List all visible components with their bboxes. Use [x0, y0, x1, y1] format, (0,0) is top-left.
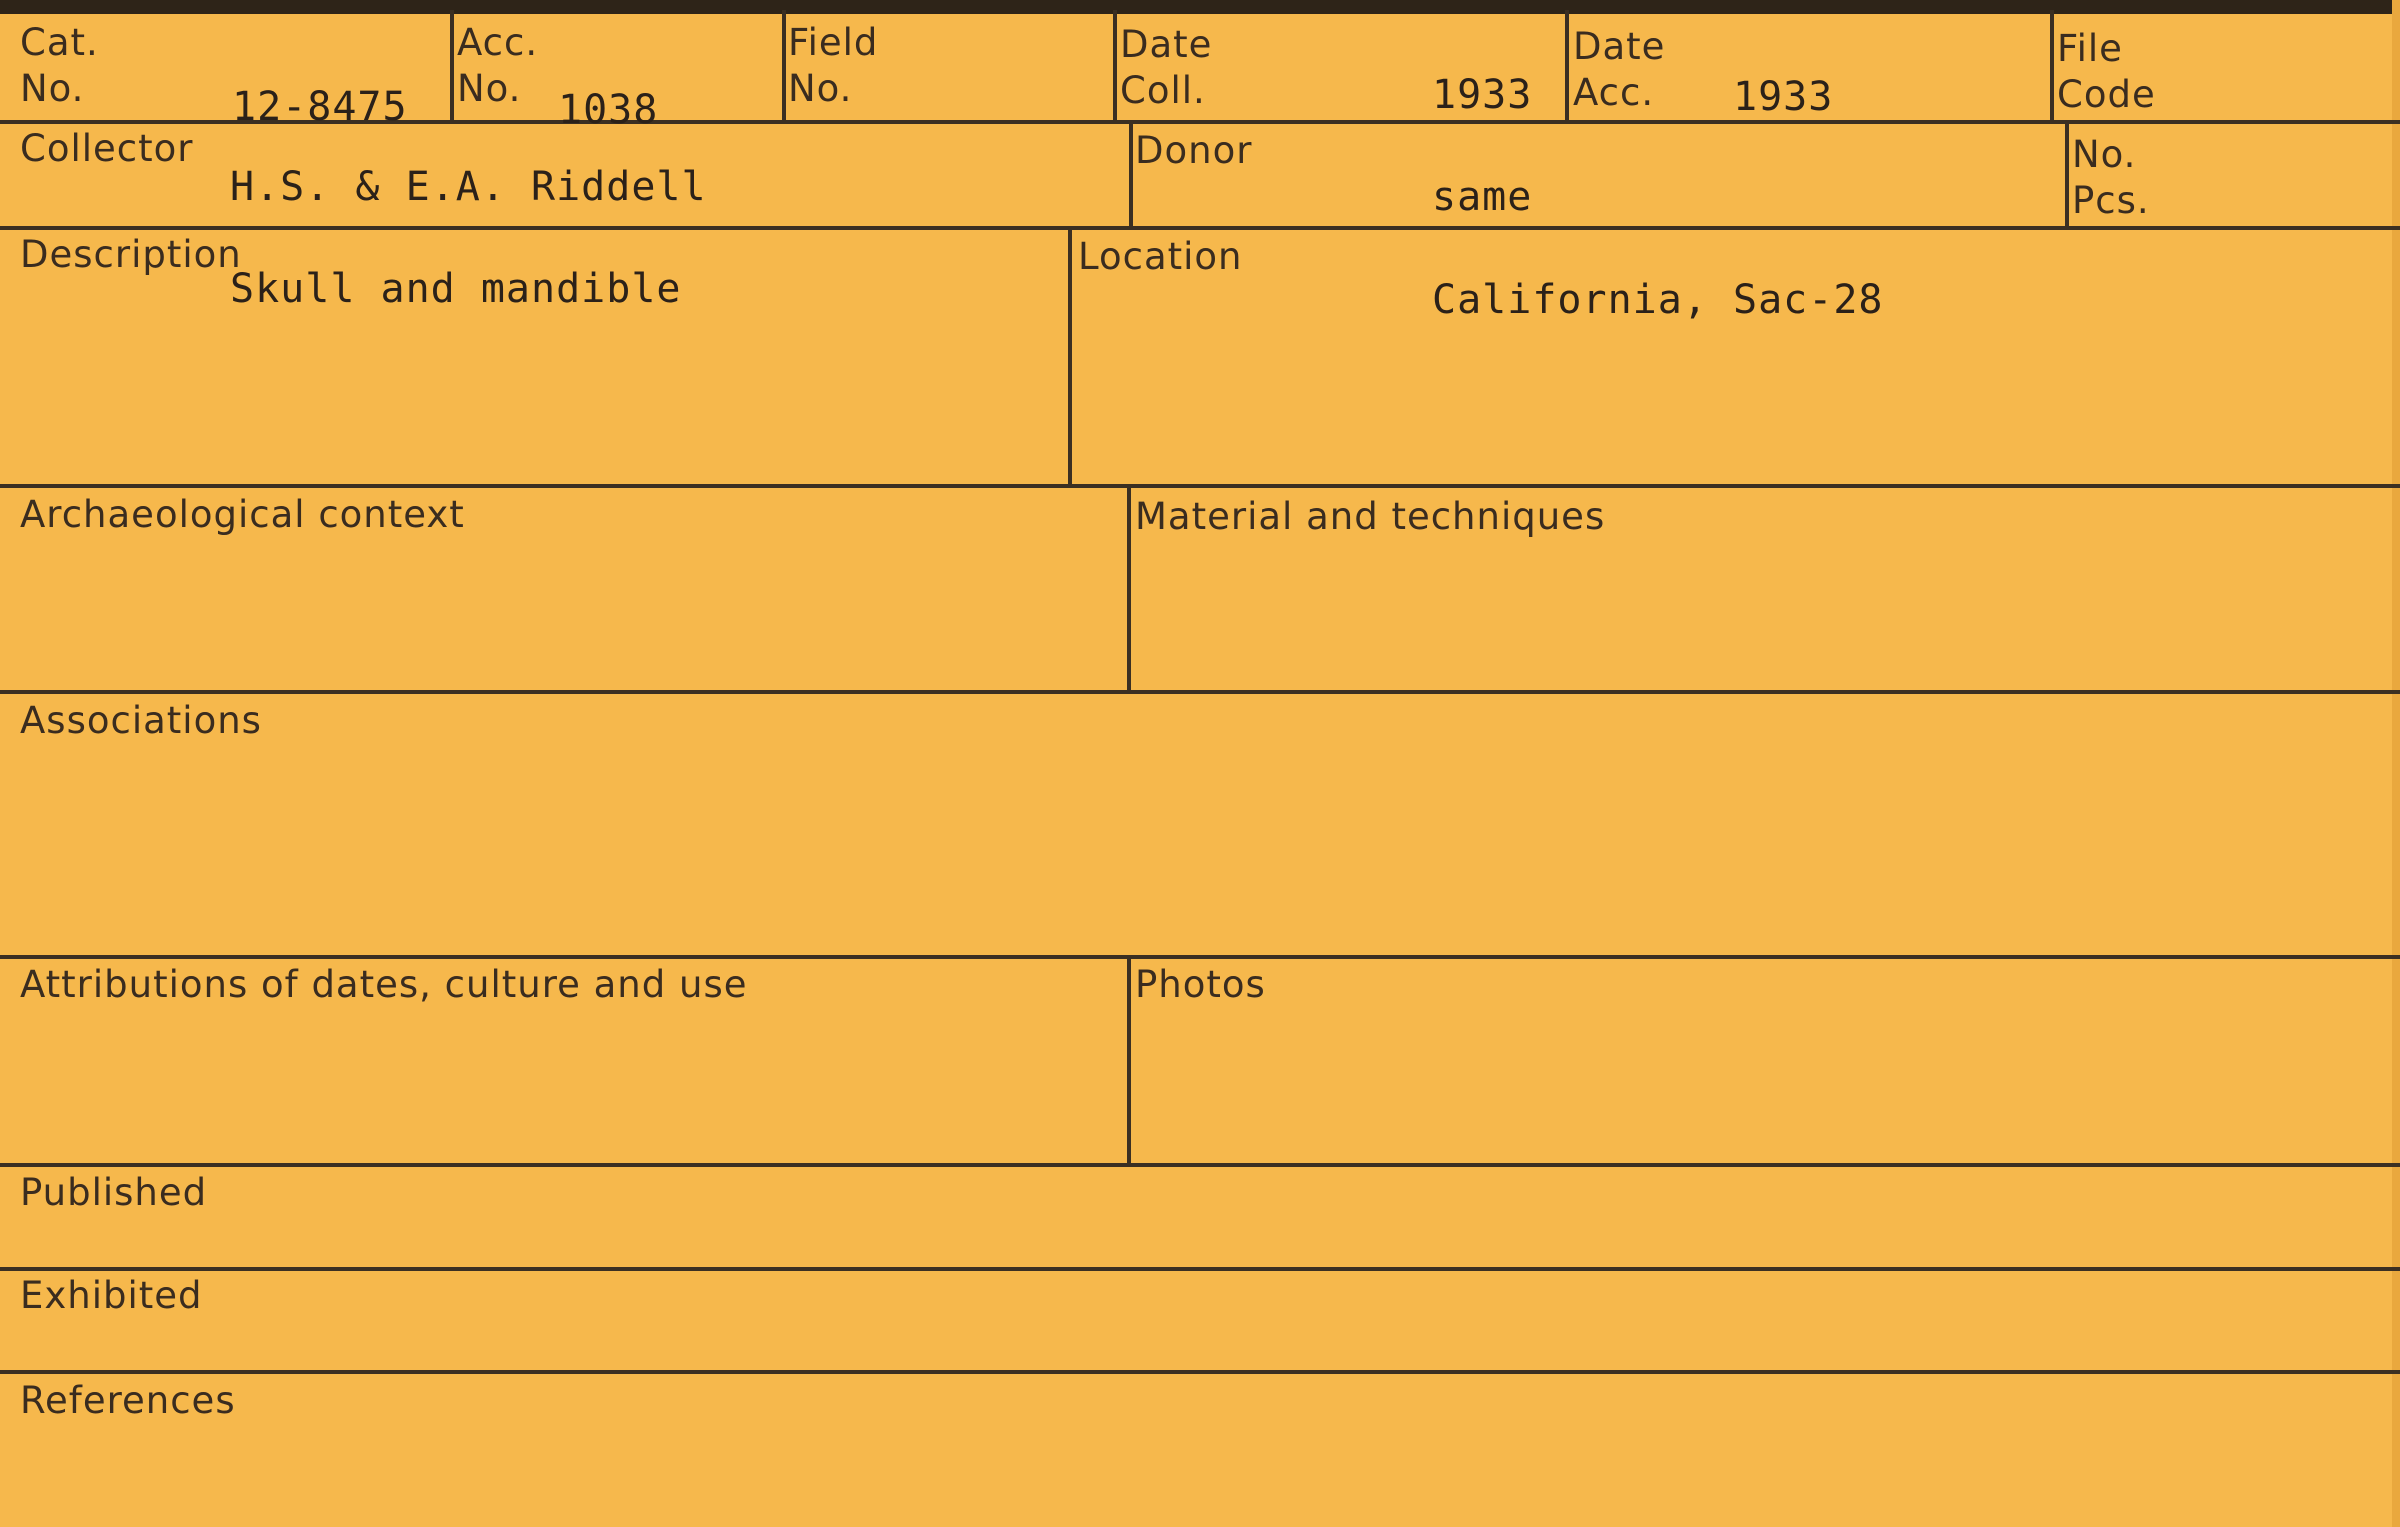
donor-value: same — [1432, 174, 1533, 220]
date-acc-label: Date Acc. — [1573, 25, 1666, 114]
location-label: Location — [1078, 235, 1243, 278]
location-value: California, Sac-28 — [1432, 277, 1884, 323]
acc-no-label-top: Acc. — [457, 21, 539, 64]
collector-value: H.S. & E.A. Riddell — [230, 164, 707, 210]
rule-row3-bottom — [0, 484, 2400, 488]
rule-row6-bottom — [0, 1163, 2400, 1167]
rule-v-donor-pcs — [2065, 120, 2069, 228]
date-acc-value: 1933 — [1733, 74, 1834, 120]
acc-no-label-bottom: No. — [457, 67, 522, 110]
description-value: Skull and mandible — [230, 266, 682, 312]
references-label: References — [20, 1379, 236, 1422]
no-pcs-label: No. Pcs. — [2072, 133, 2150, 222]
rule-v-context-material — [1127, 484, 1131, 692]
cat-no-label: Cat. No. — [20, 21, 99, 110]
file-code-label: File Code — [2057, 27, 2156, 116]
rule-row4-bottom — [0, 690, 2400, 694]
rule-v-acc-field — [782, 10, 786, 122]
rule-row5-bottom — [0, 955, 2400, 959]
published-label: Published — [20, 1171, 208, 1214]
date-coll-label: Date Coll. — [1120, 23, 1213, 112]
rule-v-description-location — [1068, 226, 1072, 486]
cat-no-value: 12-8475 — [232, 84, 408, 130]
associations-label: Associations — [20, 699, 262, 742]
photos-label: Photos — [1135, 963, 1266, 1006]
donor-label: Donor — [1135, 129, 1253, 172]
rule-v-collector-donor — [1129, 120, 1133, 228]
rule-exhibited-bottom — [0, 1370, 2400, 1374]
attributions-label: Attributions of dates, culture and use — [20, 963, 748, 1006]
exhibited-label: Exhibited — [20, 1274, 203, 1317]
rule-v-dateacc-file — [2050, 10, 2054, 122]
rule-v-field-datecoll — [1113, 10, 1117, 122]
rule-v-datecoll-dateacc — [1565, 10, 1569, 122]
archaeological-context-label: Archaeological context — [20, 493, 465, 536]
date-coll-value: 1933 — [1432, 72, 1533, 118]
description-label: Description — [20, 233, 242, 276]
rule-v-attrib-photos — [1127, 955, 1131, 1165]
field-no-label: Field No. — [788, 21, 879, 110]
collector-label: Collector — [20, 127, 194, 170]
rule-v-cat-acc — [450, 10, 454, 122]
material-and-techniques-label: Material and techniques — [1135, 495, 1606, 538]
rule-published-bottom — [0, 1267, 2400, 1271]
rule-row2-bottom — [0, 226, 2400, 230]
card-top-edge — [0, 0, 2400, 14]
acc-no-value: 1038 — [558, 87, 659, 133]
